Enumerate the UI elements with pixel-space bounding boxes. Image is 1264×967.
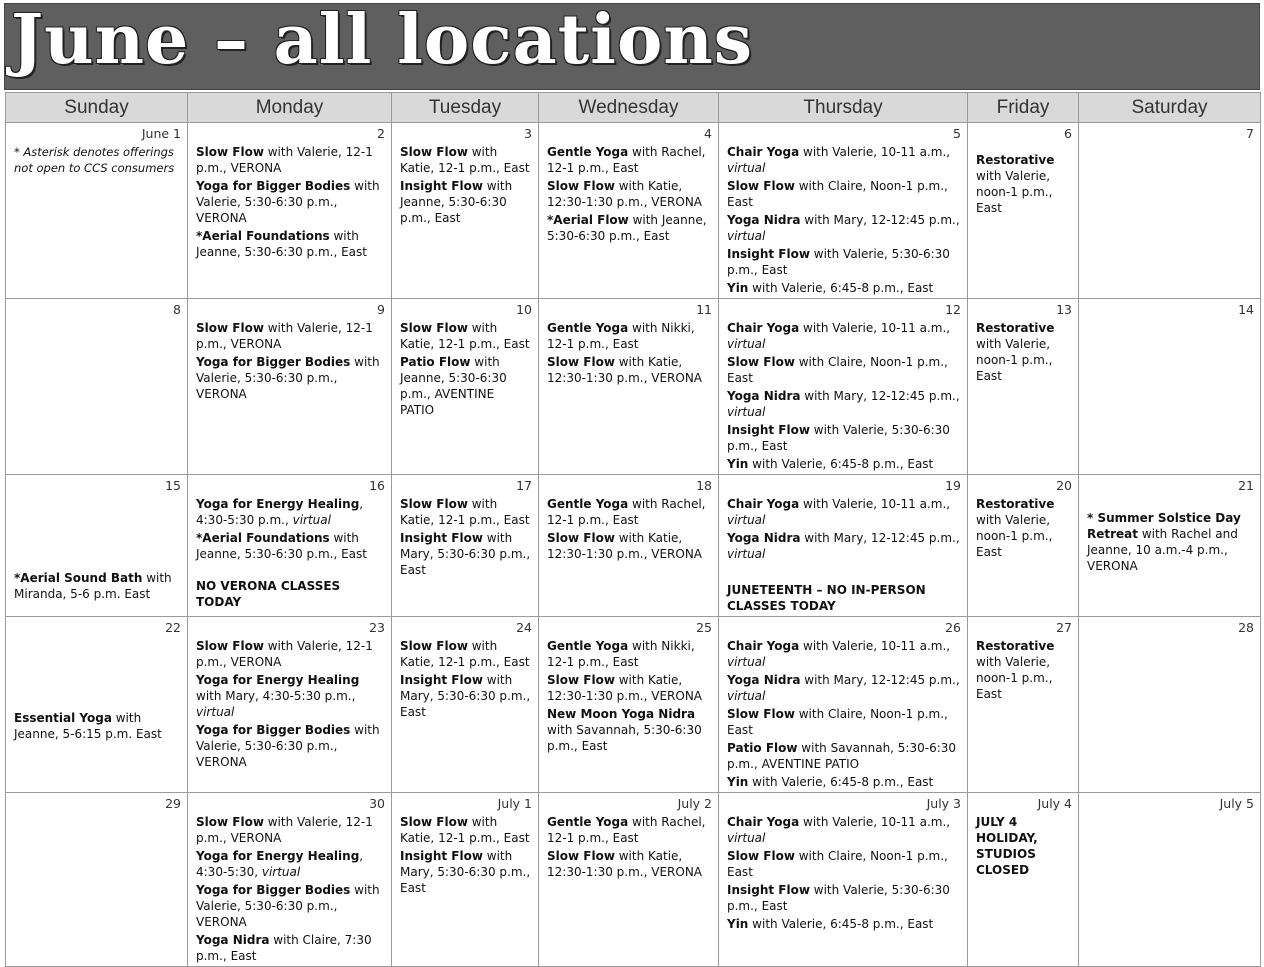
class-entry: [14, 710, 181, 742]
class-details: with Mary, 5:30-6:30 p.m., East: [400, 849, 531, 895]
class-name: Chair Yoga: [727, 321, 800, 335]
class-entry: [547, 706, 712, 754]
class-details: with Valerie, noon-1 p.m., East: [976, 169, 1053, 215]
virtual-tag: virtual: [727, 831, 766, 845]
day-cell: [1079, 475, 1261, 617]
class-details: with Jeanne, 5:30-6:30 p.m., East: [196, 229, 367, 259]
day-number: 15: [165, 478, 181, 493]
class-name: *Aerial Foundations: [196, 531, 330, 545]
class-entry: [727, 848, 961, 880]
virtual-tag: virtual: [727, 513, 766, 527]
class-entry: [400, 848, 532, 896]
class-name: Yin: [727, 917, 749, 931]
class-name: Insight Flow: [400, 179, 483, 193]
class-entry: [400, 638, 532, 670]
class-entry: [727, 638, 961, 670]
virtual-tag: virtual: [727, 229, 766, 243]
class-entry: [547, 212, 712, 244]
virtual-tag: virtual: [727, 547, 766, 561]
day-cell: [719, 617, 968, 793]
class-entry: [400, 672, 532, 720]
class-entry: [727, 706, 961, 738]
day-cell: [1079, 123, 1261, 299]
class-entry: [727, 740, 961, 772]
day-number: 29: [165, 796, 181, 811]
class-entry: [400, 320, 532, 352]
day-number: July 3: [926, 796, 961, 811]
class-name: Slow Flow: [727, 707, 795, 721]
class-details: with Mary, 12-12:45 p.m.,: [800, 213, 960, 227]
class-details: , 4:30-5:30,: [196, 849, 364, 879]
class-name: *Aerial Foundations: [196, 229, 330, 243]
class-details: with Valerie, 12-1 p.m., VERONA: [196, 639, 373, 669]
class-entry: [727, 246, 961, 278]
day-number: 12: [945, 302, 961, 317]
class-details: with Valerie, 6:45-8 p.m., East: [748, 457, 934, 471]
day-cell: [392, 299, 539, 475]
day-cell: [392, 475, 539, 617]
class-details: with Claire, Noon-1 p.m., East: [727, 707, 948, 737]
day-cell: [6, 617, 188, 793]
class-entry: [196, 672, 385, 720]
class-details: with Valerie, 10-11 a.m.,: [799, 145, 951, 159]
day-number: 17: [516, 478, 532, 493]
day-number: 16: [369, 478, 385, 493]
virtual-tag: virtual: [292, 513, 331, 527]
class-name: Slow Flow: [400, 497, 468, 511]
day-cell: [188, 123, 392, 299]
class-name: Patio Flow: [727, 741, 798, 755]
class-details: with Katie, 12:30-1:30 p.m., VERONA: [547, 355, 702, 385]
class-entry: [196, 354, 385, 402]
day-cell: [539, 793, 719, 967]
day-number: 4: [704, 126, 712, 141]
class-details: with Claire, Noon-1 p.m., East: [727, 849, 948, 879]
class-details: with Valerie, 6:45-8 p.m., East: [748, 775, 934, 789]
class-name: Slow Flow: [547, 673, 615, 687]
class-name: *Aerial Flow: [547, 213, 629, 227]
week-row: [6, 299, 1261, 475]
class-details: with Valerie, 10-11 a.m.,: [799, 815, 951, 829]
header-sunday: Sunday: [6, 93, 188, 123]
day-number: July 1: [497, 796, 532, 811]
class-entry: [400, 814, 532, 846]
day-cell: [392, 123, 539, 299]
class-details: with Valerie, noon-1 p.m., East: [976, 655, 1053, 701]
virtual-tag: virtual: [727, 161, 766, 175]
class-entry: [976, 152, 1072, 216]
class-entry: [547, 178, 712, 210]
class-name: Insight Flow: [400, 531, 483, 545]
class-details: with Katie, 12-1 p.m., East: [400, 639, 530, 669]
class-entry: [400, 178, 532, 226]
class-name: Yin: [727, 281, 749, 295]
class-name: Gentle Yoga: [547, 815, 629, 829]
class-entry: [14, 570, 181, 602]
day-cell: [392, 617, 539, 793]
class-details: with Valerie, 6:45-8 p.m., East: [748, 281, 934, 295]
class-name: Restorative: [976, 639, 1055, 653]
day-cell: [968, 793, 1079, 967]
class-entry: [727, 530, 961, 562]
class-name: Insight Flow: [727, 883, 810, 897]
day-number: 18: [696, 478, 712, 493]
class-entry: [976, 638, 1072, 702]
day-number: 21: [1238, 478, 1254, 493]
class-name: Slow Flow: [400, 639, 468, 653]
day-number: 30: [369, 796, 385, 811]
class-details: with Katie, 12:30-1:30 p.m., VERONA: [547, 849, 702, 879]
class-details: with Valerie, 10-11 a.m.,: [799, 321, 951, 335]
class-details: with Valerie, 10-11 a.m.,: [799, 639, 951, 653]
class-name: Slow Flow: [196, 321, 264, 335]
class-details: with Valerie, 5:30-6:30 p.m., VERONA: [196, 355, 380, 401]
class-name: Slow Flow: [196, 815, 264, 829]
class-details: with Valerie, 5:30-6:30 p.m., VERONA: [196, 723, 380, 769]
class-entry: [400, 530, 532, 578]
class-name: Slow Flow: [547, 531, 615, 545]
class-entry: [400, 496, 532, 528]
class-entry: [196, 320, 385, 352]
class-entry: [547, 320, 712, 352]
virtual-tag: virtual: [727, 405, 766, 419]
class-entry: [547, 638, 712, 670]
day-cell: [968, 617, 1079, 793]
day-number: 2: [377, 126, 385, 141]
day-cell: [539, 299, 719, 475]
class-entry: [976, 496, 1072, 560]
header-friday: Friday: [968, 93, 1079, 123]
class-details: with Valerie, 5:30-6:30 p.m., VERONA: [196, 883, 380, 929]
class-name: Slow Flow: [727, 355, 795, 369]
class-name: * Summer Solstice Day Retreat: [1087, 511, 1241, 541]
day-cell: [188, 793, 392, 967]
class-entry: [1087, 510, 1254, 574]
day-number: 13: [1056, 302, 1072, 317]
class-details: with Valerie, 12-1 p.m., VERONA: [196, 815, 373, 845]
class-entry: [547, 672, 712, 704]
class-entry: [547, 496, 712, 528]
class-entry: [196, 638, 385, 670]
class-name: Yoga Nidra: [727, 213, 801, 227]
day-number: 25: [696, 620, 712, 635]
class-details: with Claire, Noon-1 p.m., East: [727, 179, 948, 209]
class-name: Chair Yoga: [727, 145, 800, 159]
class-details: with Valerie, noon-1 p.m., East: [976, 513, 1053, 559]
class-name: *Aerial Sound Bath: [14, 571, 143, 585]
class-entry: [727, 882, 961, 914]
class-details: with Valerie, 5:30-6:30 p.m., East: [727, 883, 950, 913]
day-number: 6: [1064, 126, 1072, 141]
day-cell: [719, 793, 968, 967]
class-details: with Rachel, 12-1 p.m., East: [547, 815, 706, 845]
class-name: Restorative: [976, 321, 1055, 335]
class-entry: [727, 496, 961, 528]
class-name: Restorative: [976, 153, 1055, 167]
asterisk-note: * Asterisk denotes offerings not open to CCS consumers: [14, 145, 175, 175]
day-cell: [968, 299, 1079, 475]
class-details: with Nikki, 12-1 p.m., East: [547, 321, 695, 351]
class-details: with Rachel, 12-1 p.m., East: [547, 497, 706, 527]
day-number: 8: [173, 302, 181, 317]
class-name: Slow Flow: [400, 815, 468, 829]
day-cell: [188, 475, 392, 617]
day-cell: [1079, 793, 1261, 967]
class-name: Slow Flow: [196, 639, 264, 653]
holiday-notice: JULY 4 HOLIDAY, STUDIOS CLOSED: [976, 815, 1038, 877]
virtual-tag: virtual: [727, 655, 766, 669]
class-entry: [727, 212, 961, 244]
day-number: July 5: [1219, 796, 1254, 811]
header-saturday: Saturday: [1079, 93, 1261, 123]
class-details: with Savannah, 5:30-6:30 p.m., East: [547, 723, 702, 753]
class-entry: [727, 456, 961, 472]
class-name: Insight Flow: [400, 673, 483, 687]
class-details: with Mary, 12-12:45 p.m.,: [800, 673, 960, 687]
class-entry: [400, 354, 532, 418]
class-details: with Valerie, 12-1 p.m., VERONA: [196, 145, 373, 175]
class-details: with Katie, 12-1 p.m., East: [400, 321, 530, 351]
class-details: with Claire, 7:30 p.m., East: [196, 933, 372, 963]
class-name: Slow Flow: [196, 145, 264, 159]
day-cell: [6, 299, 188, 475]
class-name: Slow Flow: [547, 179, 615, 193]
class-details: with Katie, 12:30-1:30 p.m., VERONA: [547, 179, 702, 209]
day-number: 3: [524, 126, 532, 141]
class-name: Yoga for Bigger Bodies: [196, 883, 351, 897]
week-row: [6, 475, 1261, 617]
class-entry: [196, 882, 385, 930]
class-details: with Jeanne, 5:30-6:30 p.m., East: [547, 213, 707, 243]
class-details: with Mary, 12-12:45 p.m.,: [800, 531, 960, 545]
class-details: with Valerie, 6:45-8 p.m., East: [748, 917, 934, 931]
class-entry: [727, 144, 961, 176]
day-number: 5: [953, 126, 961, 141]
class-entry: [196, 496, 385, 528]
class-entry: [547, 354, 712, 386]
class-details: with Katie, 12-1 p.m., East: [400, 497, 530, 527]
class-name: Gentle Yoga: [547, 497, 629, 511]
class-name: Yoga for Bigger Bodies: [196, 355, 351, 369]
class-details: with Mary, 12-12:45 p.m.,: [800, 389, 960, 403]
class-name: Restorative: [976, 497, 1055, 511]
class-details: with Valerie, noon-1 p.m., East: [976, 337, 1053, 383]
day-number: 27: [1056, 620, 1072, 635]
class-name: Gentle Yoga: [547, 145, 629, 159]
class-entry: [727, 320, 961, 352]
day-cell: [6, 123, 188, 299]
class-entry: [727, 178, 961, 210]
class-entry: [196, 722, 385, 770]
day-cell: [6, 475, 188, 617]
class-name: Yin: [727, 775, 749, 789]
class-entry: [976, 320, 1072, 384]
class-name: Slow Flow: [400, 321, 468, 335]
class-entry: [196, 178, 385, 226]
class-details: with Valerie, 5:30-6:30 p.m., East: [727, 423, 950, 453]
class-details: with Nikki, 12-1 p.m., East: [547, 639, 695, 669]
class-entry: [400, 144, 532, 176]
class-entry: [727, 422, 961, 454]
day-cell: [719, 123, 968, 299]
class-name: Yoga for Bigger Bodies: [196, 179, 351, 193]
day-number: 23: [369, 620, 385, 635]
day-cell: [539, 617, 719, 793]
class-details: with Valerie, 5:30-6:30 p.m., East: [727, 247, 950, 277]
class-name: Patio Flow: [400, 355, 471, 369]
day-cell: [719, 475, 968, 617]
class-name: Slow Flow: [547, 849, 615, 863]
class-details: with Jeanne, 5:30-6:30 p.m., East: [400, 179, 513, 225]
class-details: with Valerie, 10-11 a.m.,: [799, 497, 951, 511]
class-entry: [196, 228, 385, 260]
class-name: Slow Flow: [727, 849, 795, 863]
class-details: with Miranda, 5-6 p.m. East: [14, 571, 172, 601]
class-name: Slow Flow: [400, 145, 468, 159]
day-number: July 4: [1037, 796, 1072, 811]
class-details: with Mary, 4:30-5:30 p.m.,: [196, 689, 356, 703]
virtual-tag: virtual: [196, 705, 235, 719]
day-number: 9: [377, 302, 385, 317]
class-entry: [196, 530, 385, 562]
class-entry: [547, 814, 712, 846]
class-entry: [727, 388, 961, 420]
page-title: June – all locations: [11, 3, 754, 80]
class-details: with Valerie, 12-1 p.m., VERONA: [196, 321, 373, 351]
class-name: Insight Flow: [400, 849, 483, 863]
day-cell: [188, 617, 392, 793]
class-name: Yoga for Bigger Bodies: [196, 723, 351, 737]
day-cell: [539, 475, 719, 617]
header-thursday: Thursday: [719, 93, 968, 123]
class-entry: [727, 916, 961, 932]
day-cell: [392, 793, 539, 967]
day-number: June 1: [141, 126, 181, 141]
day-number: 20: [1056, 478, 1072, 493]
class-details: with Rachel and Jeanne, 10 a.m.-4 p.m., VERONA: [1087, 527, 1238, 573]
title-banner: [4, 3, 1260, 90]
header-wednesday: Wednesday: [539, 93, 719, 123]
day-cell: [719, 299, 968, 475]
day-number: 7: [1246, 126, 1254, 141]
class-entry: [727, 814, 961, 846]
header-tuesday: Tuesday: [392, 93, 539, 123]
day-cell: [968, 475, 1079, 617]
class-name: Yin: [727, 457, 749, 471]
class-name: Yoga Nidra: [727, 673, 801, 687]
class-entry: [547, 144, 712, 176]
week-row: [6, 123, 1261, 299]
weekday-header-row: [6, 93, 1261, 123]
day-number: 14: [1238, 302, 1254, 317]
class-entry: [196, 932, 385, 964]
class-name: Gentle Yoga: [547, 321, 629, 335]
day-number: 26: [945, 620, 961, 635]
day-number: 22: [165, 620, 181, 635]
day-number: 10: [516, 302, 532, 317]
class-name: Insight Flow: [727, 423, 810, 437]
class-details: with Claire, Noon-1 p.m., East: [727, 355, 948, 385]
class-details: with Mary, 5:30-6:30 p.m., East: [400, 673, 531, 719]
class-name: Yoga Nidra: [727, 389, 801, 403]
class-name: Insight Flow: [727, 247, 810, 261]
class-details: with Savannah, 5:30-6:30 p.m., AVENTINE PATIO: [727, 741, 957, 771]
class-entry: [727, 774, 961, 790]
header-monday: Monday: [188, 93, 392, 123]
day-cell: [188, 299, 392, 475]
class-details: , 4:30-5:30 p.m.,: [196, 497, 364, 527]
class-details: with Rachel, 12-1 p.m., East: [547, 145, 706, 175]
virtual-tag: virtual: [727, 337, 766, 351]
class-name: Yoga for Energy Healing: [196, 849, 360, 863]
day-cell: [6, 793, 188, 967]
class-name: Chair Yoga: [727, 497, 800, 511]
class-name: Chair Yoga: [727, 639, 800, 653]
class-details: with Mary, 5:30-6:30 p.m., East: [400, 531, 531, 577]
class-entry: [547, 848, 712, 880]
class-details: with Katie, 12:30-1:30 p.m., VERONA: [547, 673, 702, 703]
day-number: 19: [945, 478, 961, 493]
virtual-tag: virtual: [727, 689, 766, 703]
class-entry: [727, 280, 961, 296]
class-name: Slow Flow: [547, 355, 615, 369]
class-details: with Katie, 12:30-1:30 p.m., VERONA: [547, 531, 702, 561]
day-number: 11: [696, 302, 712, 317]
day-number: 28: [1238, 620, 1254, 635]
day-number: 24: [516, 620, 532, 635]
class-name: Slow Flow: [727, 179, 795, 193]
class-details: with Valerie, 5:30-6:30 p.m., VERONA: [196, 179, 380, 225]
class-entry: [196, 144, 385, 176]
class-name: New Moon Yoga Nidra: [547, 707, 696, 721]
class-details: with Katie, 12-1 p.m., East: [400, 815, 530, 845]
week-row: [6, 793, 1261, 967]
day-number: July 2: [677, 796, 712, 811]
class-name: Gentle Yoga: [547, 639, 629, 653]
class-details: with Jeanne, 5:30-6:30 p.m., East: [196, 531, 367, 561]
day-cell: [1079, 299, 1261, 475]
virtual-tag: virtual: [261, 865, 301, 879]
calendar-grid: [5, 92, 1261, 967]
class-name: Yoga for Energy Healing: [196, 497, 360, 511]
class-entry: [547, 530, 712, 562]
class-name: Yoga Nidra: [727, 531, 801, 545]
class-name: Chair Yoga: [727, 815, 800, 829]
class-entry: [196, 848, 385, 880]
class-name: Yoga for Energy Healing: [196, 673, 360, 687]
class-entry: [727, 354, 961, 386]
class-name: Yoga Nidra: [196, 933, 270, 947]
day-cell: [1079, 617, 1261, 793]
class-details: with Jeanne, 5:30-6:30 p.m., AVENTINE PATIO: [400, 355, 507, 417]
closure-notice: NO VERONA CLASSES TODAY: [196, 579, 341, 609]
week-row: [6, 617, 1261, 793]
day-cell: [968, 123, 1079, 299]
class-details: with Katie, 12-1 p.m., East: [400, 145, 530, 175]
class-name: Essential Yoga: [14, 711, 112, 725]
closure-notice: JUNETEENTH – NO IN-PERSON CLASSES TODAY: [727, 583, 926, 613]
class-entry: [196, 814, 385, 846]
class-details: with Jeanne, 5-6:15 p.m. East: [14, 711, 162, 741]
day-cell: [539, 123, 719, 299]
class-entry: [727, 672, 961, 704]
